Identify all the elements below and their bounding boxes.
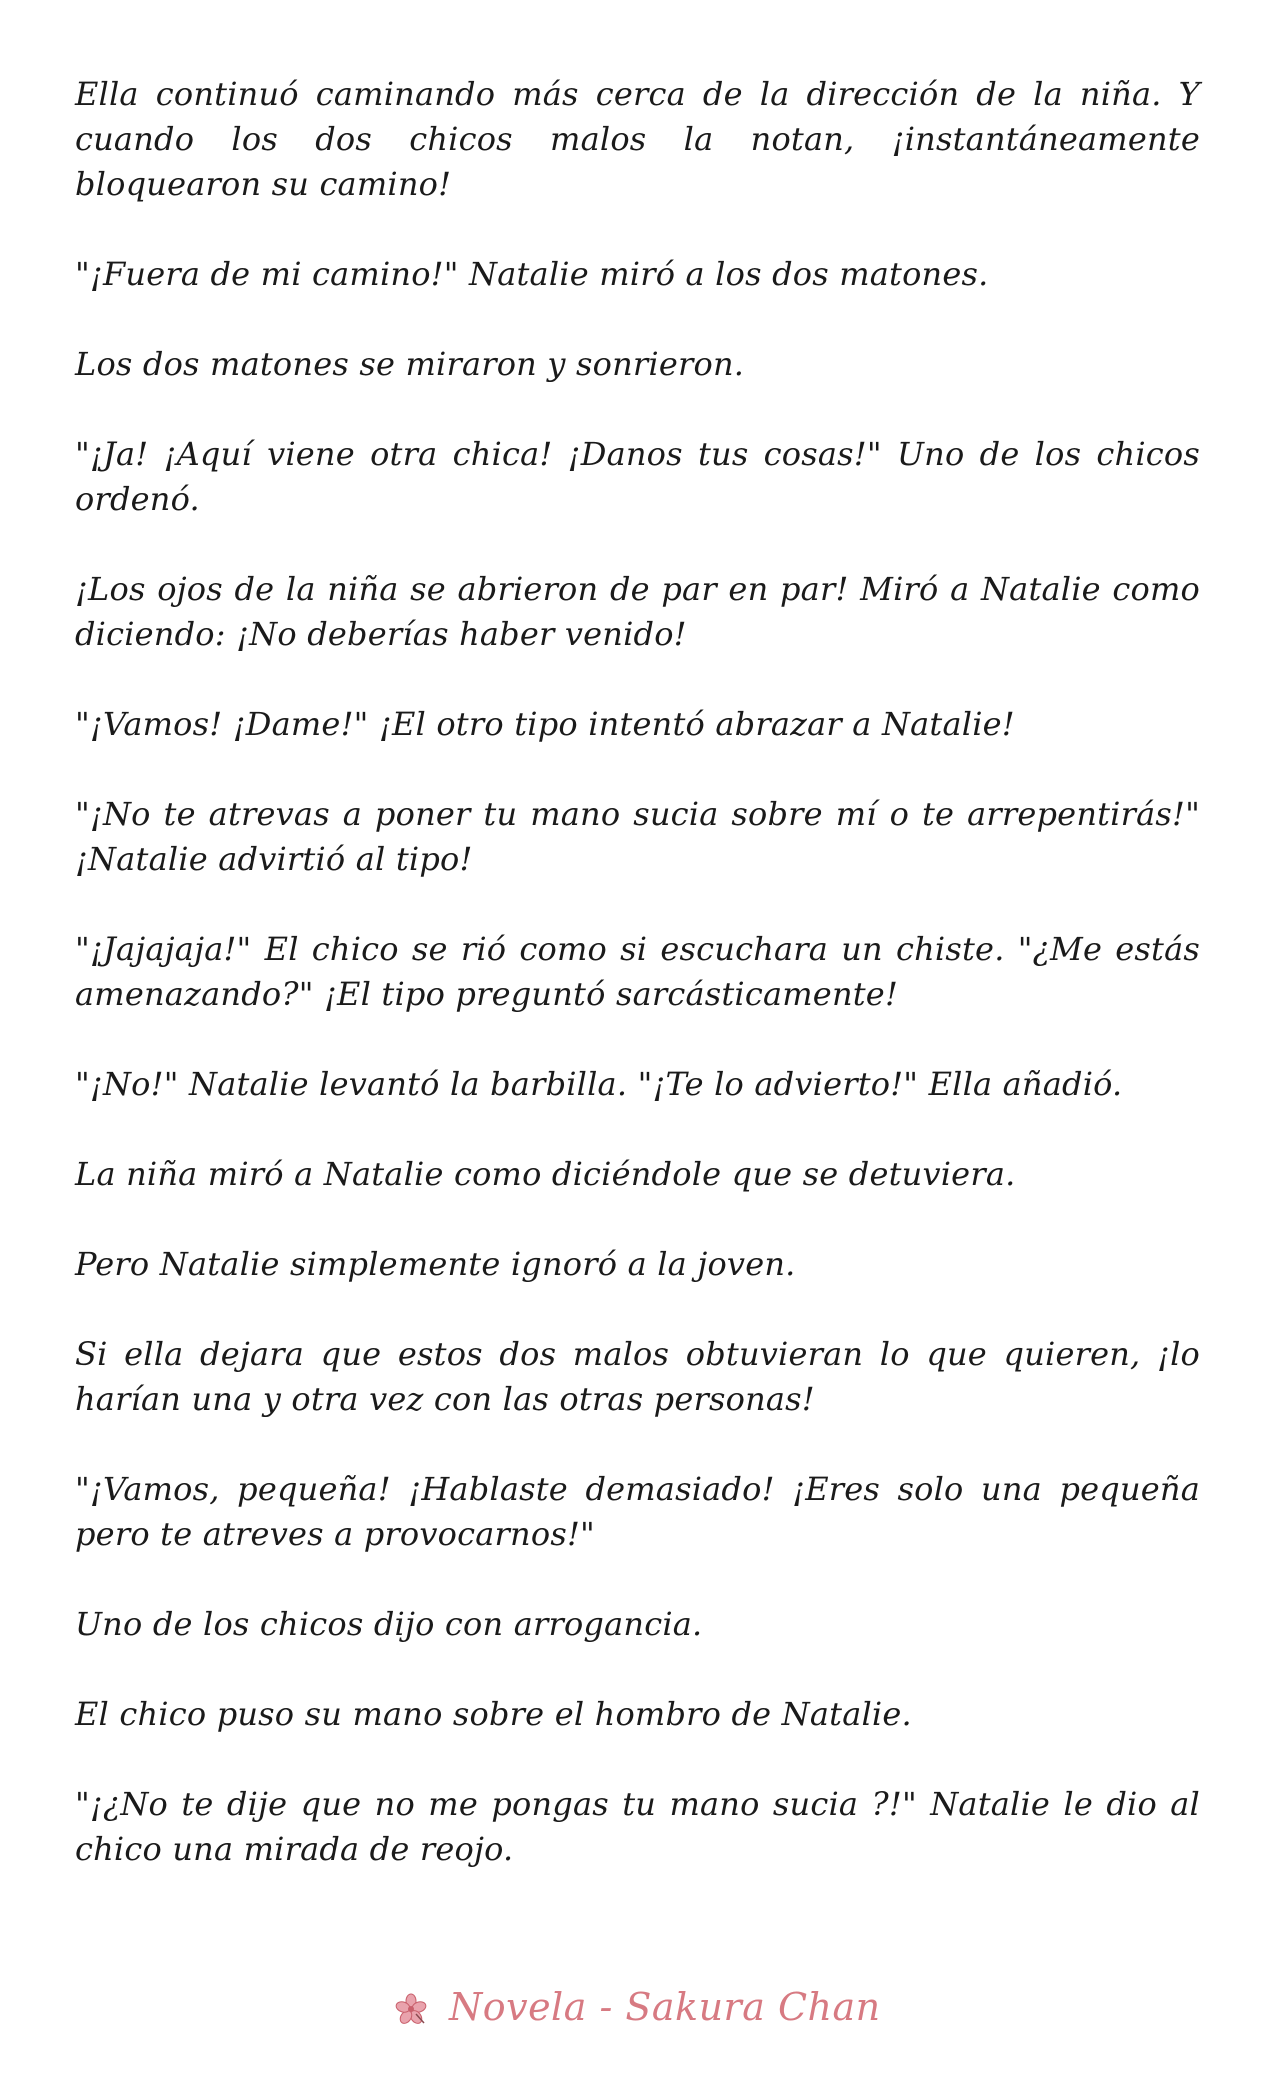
- paragraph: El chico puso su mano sobre el hombro de Natalie.: [75, 1695, 912, 1733]
- story-text: [75, 72, 1200, 1917]
- paragraph: "¡Vamos, pequeña! ¡Hablaste demasiado! ¡Eres solo una pequeña pero te atreves a provocarnos!": [75, 1470, 1200, 1553]
- paragraph: "¡Fuera de mi camino!" Natalie miró a los dos matones.: [75, 255, 989, 293]
- paragraph: "¡No!" Natalie levantó la barbilla. "¡Te lo advierto!" Ella añadió.: [75, 1065, 1123, 1103]
- paragraph: "¡Vamos! ¡Dame!" ¡El otro tipo intentó abrazar a Natalie!: [75, 705, 1015, 743]
- paragraph: Uno de los chicos dijo con arrogancia.: [75, 1605, 703, 1643]
- paragraph: "¡¿No te dije que no me pongas tu mano sucia ?!" Natalie le dio al chico una mirada de reojo.: [75, 1785, 1200, 1868]
- paragraph: Pero Natalie simplemente ignoró a la joven.: [75, 1245, 796, 1283]
- paragraph: Los dos matones se miraron y sonrieron.: [75, 345, 745, 383]
- watermark: [0, 1985, 1275, 2035]
- sakura-flower-icon: [394, 1991, 428, 2035]
- paragraph: La niña miró a Natalie como diciéndole que se detuviera.: [75, 1155, 1016, 1193]
- paragraph: Si ella dejara que estos dos malos obtuvieran lo que quieren, ¡lo harían una y otra vez con las otras personas!: [75, 1335, 1200, 1418]
- paragraph: "¡Ja! ¡Aquí viene otra chica! ¡Danos tus cosas!" Uno de los chicos ordenó.: [75, 435, 1200, 518]
- paragraph: ¡Los ojos de la niña se abrieron de par en par! Miró a Natalie como diciendo: ¡No deberías haber venido!: [75, 570, 1200, 653]
- paragraph: "¡No te atrevas a poner tu mano sucia sobre mí o te arrepentirás!" ¡Natalie advirtió al tipo!: [75, 795, 1200, 878]
- paragraph: "¡Jajajaja!" El chico se rió como si escuchara un chiste. "¿Me estás amenazando?" ¡El tipo preguntó sarcásticamente!: [75, 930, 1200, 1013]
- paragraph: Ella continuó caminando más cerca de la dirección de la niña. Y cuando los dos chicos malos la notan, ¡instantáneamente bloquearon su camino!: [75, 75, 1200, 203]
- watermark-text: Novela - Sakura Chan: [448, 1985, 881, 2029]
